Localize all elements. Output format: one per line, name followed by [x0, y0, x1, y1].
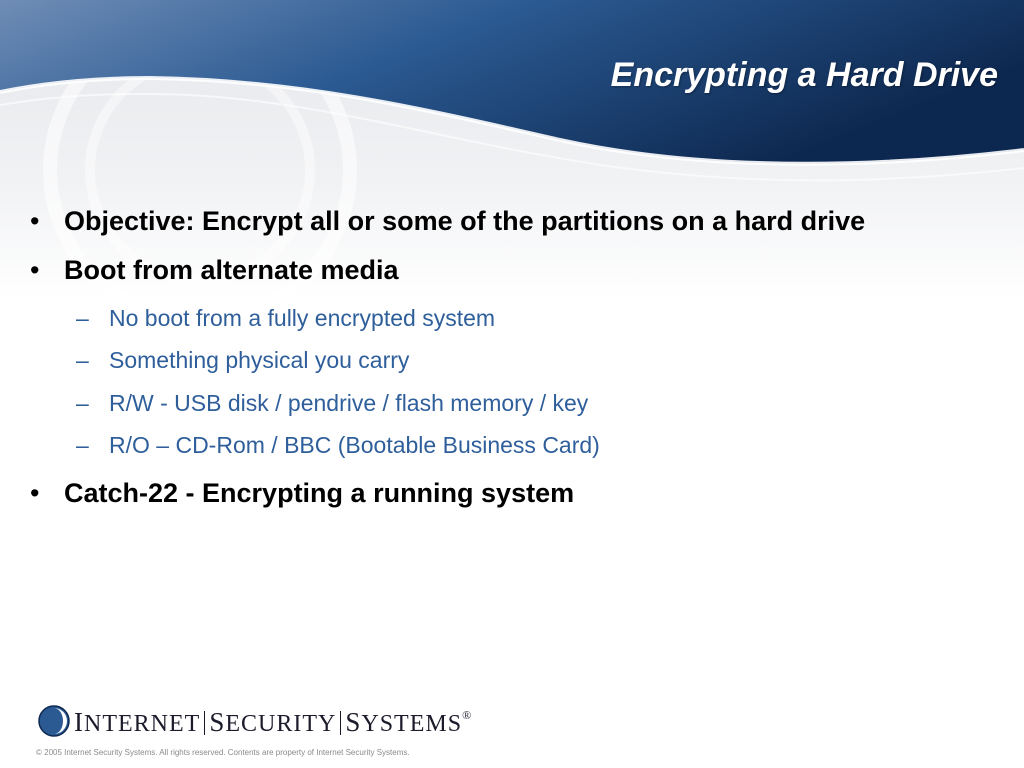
bullet-marker: • — [30, 206, 40, 236]
iss-globe-icon — [38, 705, 70, 737]
sub-bullet-text: R/O – CD-Rom / BBC (Bootable Business Card) — [109, 432, 600, 458]
sub-bullet-marker: – — [76, 432, 89, 458]
sub-bullet-text: Something physical you carry — [109, 347, 410, 373]
sub-bullet-text: No boot from a fully encrypted system — [109, 305, 496, 331]
bullet-text: Objective: Encrypt all or some of the partitions on a hard drive — [64, 206, 866, 236]
bullet-text: Boot from alternate media — [64, 255, 399, 285]
bullet-text: Catch-22 - Encrypting a running system — [64, 478, 575, 508]
sub-bullet-text: R/W - USB disk / pendrive / flash memory / key — [109, 390, 589, 416]
sub-bullet-marker: – — [76, 305, 89, 331]
slide-title: Encrypting a Hard Drive — [610, 56, 998, 94]
logo-wordmark: INTERNET SECURITY SYSTEMS® — [74, 707, 473, 737]
copyright-notice: © 2005 Internet Security Systems. All rights reserved. Contents are property of Internet Security Systems. — [36, 748, 410, 757]
company-logo — [38, 705, 473, 739]
bullet-marker: • — [30, 255, 40, 285]
sub-bullet-marker: – — [76, 390, 89, 416]
bullet-marker: • — [30, 478, 40, 508]
sub-bullet-marker: – — [76, 347, 89, 373]
